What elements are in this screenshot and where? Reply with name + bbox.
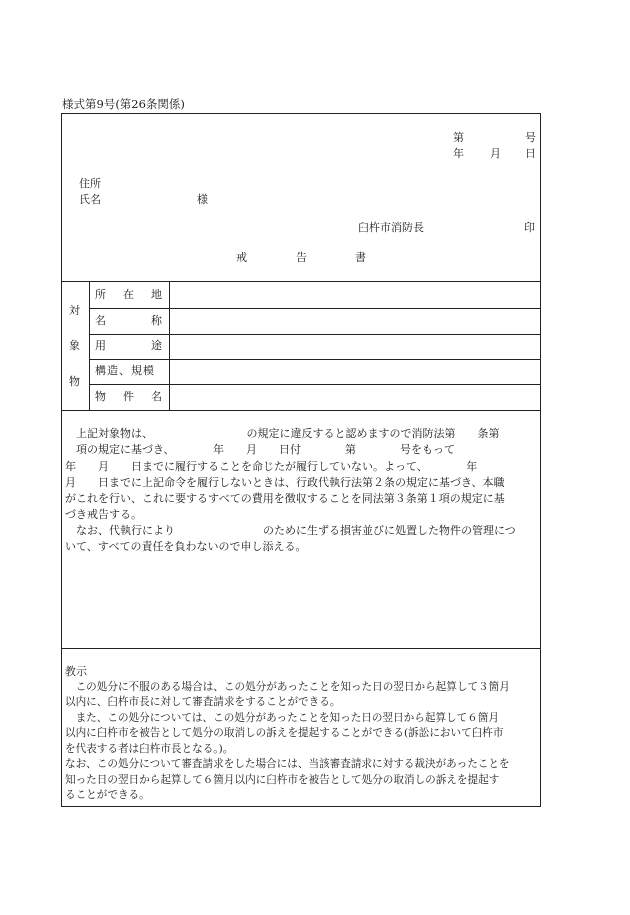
row-label-name-2: 称 [151,314,162,327]
name-label: 氏名 [79,193,101,206]
issuer: 臼杵市消防長 [358,221,424,234]
divider-table [61,410,541,411]
number-prefix: 第 [453,131,464,144]
row-label-item-2: 件 [123,390,134,403]
body-line-6: づき戒告する。 [65,508,142,521]
divider-label [169,281,170,410]
form-number: 様式第9号(第26条関係) [62,97,185,111]
divider-row4 [89,384,541,385]
body-line-1: 上記対象物は、 の規定に違反すると認めますので消防法第 条第 [65,427,500,440]
row-label-structure: 構造、規模 [95,364,155,377]
number-suffix: 号 [525,131,536,144]
body-line-2: 項の規定に基づき、 年 月 日付 第 号をもって [65,443,456,456]
row-label-use-1: 用 [95,339,106,352]
notice-line-3: また、この処分については、この処分があったことを知った日の翌日から起算して６箇月 [65,712,500,724]
notice-line-8: ることができる。 [65,789,150,801]
notice-line-5: を代表する者は臼杵市長となる。)。 [65,743,234,755]
date-year-label: 年 [453,147,464,160]
body-line-3: 年 月 日までに履行することを命じたが履行していない。よって、 年 [65,460,478,473]
notice-heading: 教示 [65,665,87,678]
row-label-name-1: 名 [95,314,106,327]
side-label-char-1: 対 [69,304,80,317]
address-label: 住所 [79,177,101,190]
divider-side [89,281,90,410]
row-label-location-1: 所 [95,288,106,301]
honorific: 様 [197,193,208,206]
body-line-7: なお、代執行により のために生ずる損害並びに処置した物件の管理につ [65,524,516,537]
divider-row3 [89,359,541,360]
notice-line-4: 以内に臼杵市を被告として処分の取消しの訴えを提起することができる(訴訟において臼杵市 [65,727,504,739]
body-line-4: 月 日までに上記命令を履行しないときは、行政代執行法第２条の規定に基づき、本職 [65,476,505,489]
row-label-item-3: 名 [151,390,162,403]
doc-title-char-1: 戒 [236,251,247,264]
row-label-location-3: 地 [151,288,162,301]
divider-body [61,648,541,649]
notice-line-6: なお、この処分について審査請求をした場合には、当該審査請求に対する裁決があったことを [65,758,510,770]
body-line-8: いて、すべての責任を負わないので申し添える。 [65,540,307,553]
side-label-char-2: 象 [69,339,80,352]
row-label-item-1: 物 [95,390,106,403]
row-label-use-2: 途 [151,339,162,352]
doc-title-char-2: 告 [296,251,307,264]
notice-line-1: この処分に不服のある場合は、この処分があったことを知った日の翌日から起算して３箇月 [65,681,510,693]
date-day-label: 日 [525,147,536,160]
notice-line-2: 以内に、臼杵市長に対して審査請求をすることができる。 [65,696,341,708]
row-label-location-2: 在 [123,288,134,301]
date-month-label: 月 [490,147,501,160]
doc-title-char-3: 書 [355,251,366,264]
divider-header [61,281,541,282]
divider-row1 [89,308,541,309]
body-line-5: がこれを行い、これに要するすべての費用を徴収することを同法第３条第１項の規定に基 [65,492,505,505]
seal-mark: 印 [524,221,535,234]
divider-row2 [89,334,541,335]
notice-line-7: 知った日の翌日から起算して６箇月以内に臼杵市を被告として処分の取消しの訴えを提起す [65,774,500,786]
side-label-char-3: 物 [69,375,80,388]
